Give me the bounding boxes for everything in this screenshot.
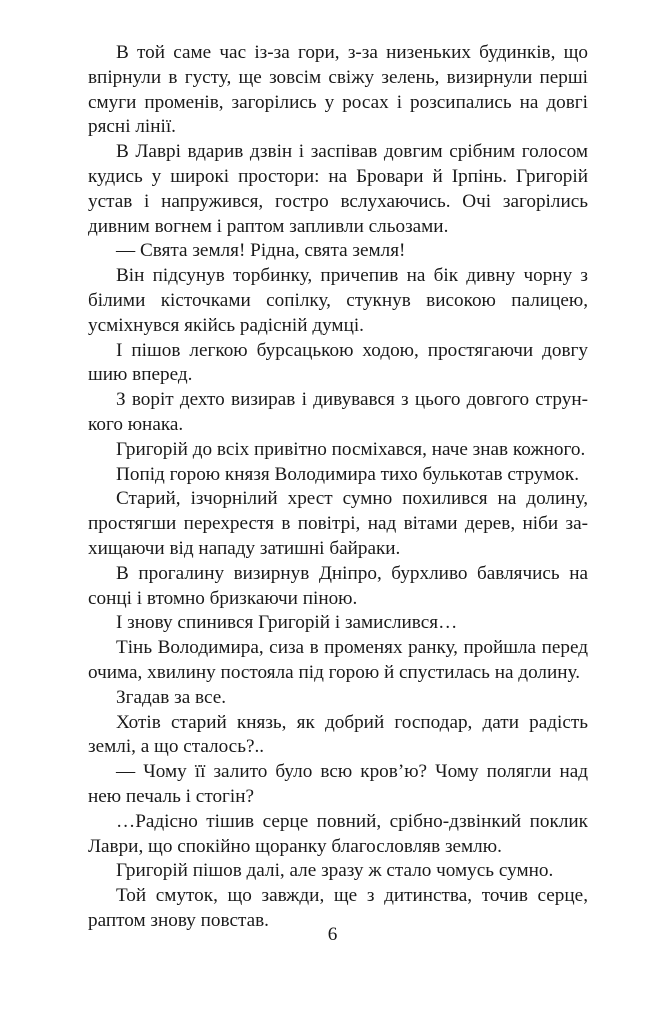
body-text bbox=[88, 41, 588, 934]
paragraph: Григорій до всіх привітно посміхався, наче знав кожного. bbox=[116, 438, 586, 460]
paragraph: Він підсунув торбинку, причепив на бік дивну чорну з білими кісточками сопілку, стукнув високою палицею, усміхнувся якійсь радісній думці. bbox=[88, 265, 588, 336]
paragraph: І знову спинився Григорій і замислився… bbox=[116, 612, 458, 634]
paragraph: Той смуток, що завжди, ще з дитинства, точив серце, раптом знову повстав. bbox=[88, 885, 588, 931]
paragraph: Тінь Володимира, сиза в променях ранку, пройшла перед очима, хвилину постояла під горою й спустилась на долину. bbox=[88, 637, 588, 683]
paragraph: В той саме час із-за гори, з-за низеньких будинків, що впірнули в густу, ще зовсім свіжу зелень, визирнули перші смуги променів, загорілись у росах і розсипались на довгі рясні лінії. bbox=[88, 42, 588, 138]
paragraph: Згадав за все. bbox=[116, 686, 227, 708]
paragraph: І пішов легкою бурсацькою ходою, простягаючи довгу шию вперед. bbox=[88, 339, 588, 386]
paragraph: Попід горою князя Володимира тихо булькотав струмок. bbox=[116, 463, 579, 485]
paragraph: — Чому її залито було всю кров’ю? Чому полягли над нею печаль і стогін? bbox=[88, 761, 588, 807]
page-number: 6 bbox=[327, 924, 338, 945]
paragraph: Старий, ізчорнілий хрест сумно похилився на долину, простягши перехрестя в повітрі, над вітами дерев, ніби захищаючи від нападу затишні байраки. bbox=[88, 488, 588, 559]
paragraph: Григорій пішов далі, але зразу ж стало чомусь сумно. bbox=[116, 860, 554, 882]
paragraph: В прогалину визирнув Дніпро, бурхливо бавлячись на сонці і втомно бризкаючи піною. bbox=[88, 562, 588, 609]
paragraph: З воріт дехто визирав і дивувався з цього довгого стрункого юнака. bbox=[88, 389, 588, 435]
paragraph: …Радісно тішив серце повний, срібно-дзвінкий поклик Лаври, що спокійно щоранку благословляв землю. bbox=[88, 810, 588, 857]
paragraph: В Лаврі вдарив дзвін і заспівав довгим срібним голосом кудись у широкі простори: на Бровари й Ірпінь. Григорій устав і напружився, гостро вслухаючись. Очі загорілись дивним вогнем і раптом запливли сльозами. bbox=[88, 141, 588, 237]
paragraph: Хотів старий князь, як добрий господар, дати радість землі, а що сталось?.. bbox=[88, 711, 588, 758]
paragraph: — Свята земля! Рідна, свята земля! bbox=[116, 240, 406, 262]
